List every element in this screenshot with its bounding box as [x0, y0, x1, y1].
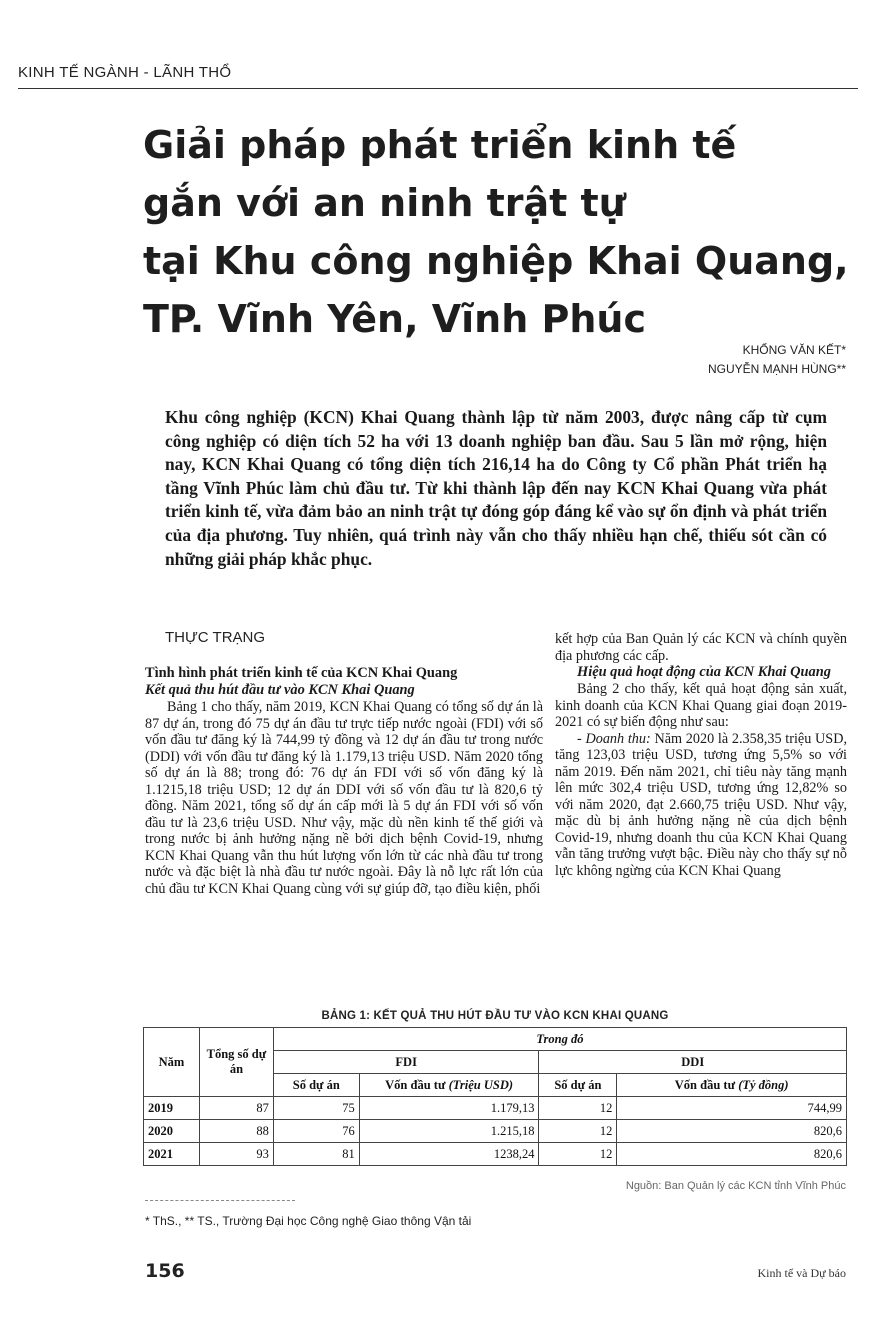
author-name: NGUYỄN MẠNH HÙNG**	[707, 362, 846, 376]
subheading: Hiệu quả hoạt động của KCN Khai Quang	[577, 664, 831, 680]
header-ddi: DDI	[539, 1051, 847, 1074]
body-paragraph: Bảng 1 cho thấy, năm 2019, KCN Khai Quang có tổng số dự án là 87 dự án, trong đó 75 dự án đầu tư trực tiếp nước ngoài (FDI) với số vốn đầu tư đăng ký là 744,99 tỷ đồng và 12 dự án đầu tư trong nước (DDI) với vốn đầu tư đăng ký là 1.179,13 triệu USD. Năm 2020 tổng số dự án là 88; trong đó: 76 dự án FDI với số vốn đăng ký là 1.1215,18 triệu USD; 12 dự án DDI với số vốn đầu tư là 820,6 tỷ đồng. Năm 2021, tổng số dự án cấp mới là 5 dự án FDI với số vốn đầu tư là 23,6 triệu USD. Như vậy, mặc dù nền kinh tế thế giới và trong nước bị ảnh hưởng nặng nề bởi dịch bệnh Covid-19, nhưng KCN Khai Quang vẫn thu hút lượng vốn lớn từ các nhà đầu tư trong nước và đặc biệt là nhà đầu tư nước ngoài. Đây là nỗ lực rất lớn của chủ đầu tư KCN Khai Quang cùng với sự giúp đỡ, tạo điều kiện, phối	[145, 699, 543, 897]
footnote-rule	[145, 1200, 295, 1201]
abstract: Khu công nghiệp (KCN) Khai Quang thành lập từ năm 2003, được nâng cấp từ cụm công nghiệp có diện tích 52 ha với 13 doanh nghiệp ban đầu. Sau 5 lần mở rộng, hiện nay, KCN Khai Quang có tổng diện tích 216,14 ha do Công ty Cổ phần Phát triển hạ tầng Vĩnh Phúc làm chủ đầu tư. Từ khi thành lập đến nay KCN Khai Quang vừa phát triển kinh tế, vừa đảm bảo an ninh trật tự đóng góp đáng kể vào sự ổn định và phát triển của địa phương. Tuy nhiên, quá trình này vẫn cho thấy nhiều hạn chế, thiếu sót cần có những giải pháp khắc phục.	[165, 407, 827, 569]
header-fdi-count: Số dự án	[273, 1074, 359, 1097]
header-ddi-capital: Vốn đầu tư (Tỷ đồng)	[617, 1074, 847, 1097]
journal-name: Kinh tế và Dự báo	[757, 1266, 846, 1280]
subheading: Tình hình phát triển kinh tế của KCN Khai Quang	[145, 665, 458, 681]
subheading: Kết quả thu hút đầu tư vào KCN Khai Quang	[145, 682, 415, 698]
body-paragraph: kết hợp của Ban Quản lý các KCN và chính quyền địa phương các cấp.	[555, 631, 847, 664]
table-title: BẢNG 1: KẾT QUẢ THU HÚT ĐẦU TƯ VÀO KCN KHAI QUANG	[321, 1010, 669, 1022]
header-fdi: FDI	[273, 1051, 539, 1074]
left-column	[145, 665, 543, 897]
header-within: Trong đó	[273, 1028, 846, 1051]
body-paragraph	[555, 731, 847, 880]
footnote: * ThS., ** TS., Trường Đại học Công nghệ Giao thông Vận tải	[145, 1214, 472, 1228]
header-rule	[18, 88, 858, 89]
table-source: Nguồn: Ban Quản lý các KCN tỉnh Vĩnh Phúc	[625, 1180, 846, 1192]
bullet-label: - Doanh thu:	[577, 730, 651, 747]
title-line: tại Khu công nghiệp Khai Quang,	[143, 239, 849, 283]
title-line: Giải pháp phát triển kinh tế	[143, 123, 737, 167]
header-ddi-count: Số dự án	[539, 1074, 617, 1097]
author-list	[708, 341, 846, 379]
header-fdi-capital: Vốn đầu tư (Triệu USD)	[359, 1074, 539, 1097]
title-line: gắn với an ninh trật tự	[143, 181, 626, 225]
header-total: Tổng số dự án	[199, 1028, 273, 1097]
page-number: 156	[145, 1260, 185, 1282]
title-line: TP. Vĩnh Yên, Vĩnh Phúc	[143, 297, 646, 341]
table-row: 2021 93 81 1238,24 12 820,6	[144, 1143, 847, 1166]
author-name: KHỔNG VĂN KẾT*	[742, 343, 846, 357]
section-heading: THỰC TRẠNG	[165, 629, 266, 646]
table-row: 2020 88 76 1.215,18 12 820,6	[144, 1120, 847, 1143]
header-year: Năm	[144, 1028, 200, 1097]
section-tag: KINH TẾ NGÀNH - LÃNH THỔ	[18, 64, 232, 81]
table-row: 2019 87 75 1.179,13 12 744,99	[144, 1097, 847, 1120]
investment-table	[143, 1027, 847, 1166]
article-title	[143, 116, 863, 348]
right-column	[555, 631, 847, 879]
bullet-text: Năm 2020 là 2.358,35 triệu USD, tăng 123,03 triệu USD, tương ứng 5,5% so với năm 2019. Đến năm 2021, chỉ tiêu này tăng mạnh lên mức 302,4 triệu USD, tương ứng 12,82% so với năm 2020, đạt 2.660,75 triệu USD. Như vậy, mặc dù bị ảnh hưởng nặng nề của dịch bệnh Covid-19, nhưng doanh thu của KCN Khai Quang vẫn tăng trưởng vượt bậc. Điều này cho thấy sự nỗ lực không ngừng của KCN Khai Quang	[555, 730, 847, 879]
body-paragraph: Bảng 2 cho thấy, kết quả hoạt động sản xuất, kinh doanh của KCN Khai Quang giai đoạn 2019-2021 có sự biến động như sau:	[555, 681, 847, 730]
